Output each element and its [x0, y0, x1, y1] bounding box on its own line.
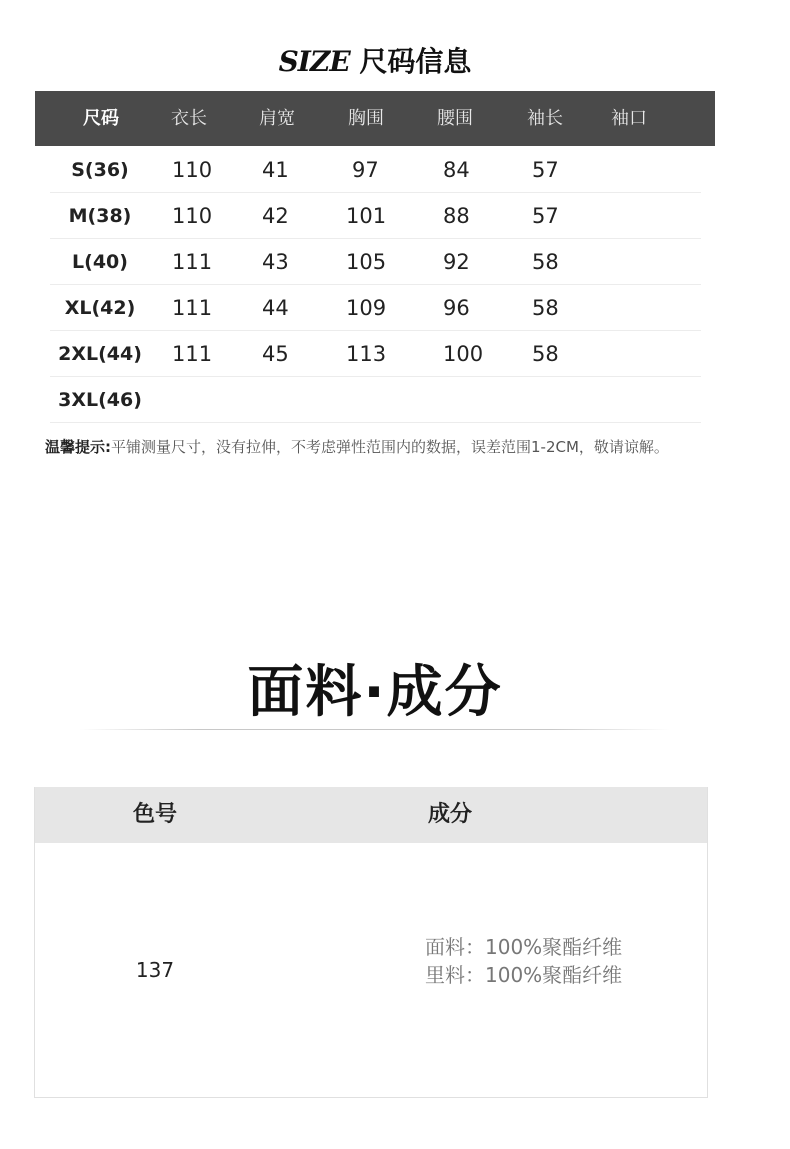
header-length: 衣长 [171, 108, 207, 129]
sleeve-cell: 58 [532, 296, 559, 320]
size-cell: M(38) [68, 205, 132, 227]
header-cuff: 袖口 [611, 108, 647, 129]
table-row [50, 377, 701, 423]
color-code-cell: 137 [135, 958, 175, 982]
shoulder-cell: 43 [262, 250, 289, 274]
table-row [50, 331, 701, 377]
size-cell: S(36) [71, 159, 129, 181]
waist-cell: 88 [443, 204, 470, 228]
length-cell: 111 [172, 296, 213, 320]
tip-text: 平铺测量尺寸，没有拉伸，不考虑弹性范围内的数据，误差范围1-2CM，敬请谅解。 [111, 438, 669, 456]
fabric-table-header [35, 787, 707, 843]
tip-label: 温馨提示: [45, 438, 111, 456]
shell-fabric-text: 面料：100%聚酯纤维 [425, 935, 623, 959]
size-title-en: SIZE [278, 45, 350, 78]
size-table-header [35, 91, 715, 146]
header-chest: 胸围 [348, 108, 384, 129]
size-section-title [0, 40, 750, 80]
header-shoulder: 肩宽 [259, 108, 295, 129]
length-cell: 110 [172, 204, 213, 228]
length-cell: 111 [172, 250, 213, 274]
chest-cell: 113 [346, 342, 387, 366]
waist-cell: 100 [443, 342, 484, 366]
waist-cell: 96 [443, 296, 470, 320]
size-cell: XL(42) [64, 297, 136, 319]
shoulder-cell: 42 [262, 204, 289, 228]
header-waist: 腰围 [437, 108, 473, 129]
measurement-tip [45, 436, 669, 457]
chest-cell: 101 [346, 204, 387, 228]
chest-cell: 109 [346, 296, 387, 320]
title-divider [80, 729, 670, 730]
sleeve-cell: 57 [532, 204, 559, 228]
header-sleeve-length: 袖长 [527, 108, 563, 129]
chest-cell: 97 [352, 158, 379, 182]
chest-cell: 105 [346, 250, 387, 274]
size-title-cn: 尺码信息 [359, 45, 472, 78]
table-row [50, 285, 701, 331]
waist-cell: 92 [443, 250, 470, 274]
header-color-code: 色号 [132, 802, 177, 827]
size-cell: L(40) [72, 251, 128, 273]
fabric-table [34, 787, 708, 1098]
size-table-body [50, 147, 701, 423]
sleeve-cell: 58 [532, 342, 559, 366]
waist-cell: 84 [443, 158, 470, 182]
table-row [50, 193, 701, 239]
size-cell: 3XL(46) [58, 389, 142, 411]
composition-cell [425, 933, 622, 989]
lining-fabric-text: 里料：100%聚酯纤维 [425, 963, 623, 987]
fabric-section-title: 面料·成分 [247, 660, 503, 725]
shoulder-cell: 45 [262, 342, 289, 366]
table-row [50, 147, 701, 193]
size-cell: 2XL(44) [58, 343, 142, 365]
header-composition: 成分 [427, 802, 472, 827]
sleeve-cell: 58 [532, 250, 559, 274]
shoulder-cell: 44 [262, 296, 289, 320]
shoulder-cell: 41 [262, 158, 289, 182]
table-row [50, 239, 701, 285]
sleeve-cell: 57 [532, 158, 559, 182]
length-cell: 110 [172, 158, 213, 182]
length-cell: 111 [172, 342, 213, 366]
header-size: 尺码 [83, 108, 119, 129]
